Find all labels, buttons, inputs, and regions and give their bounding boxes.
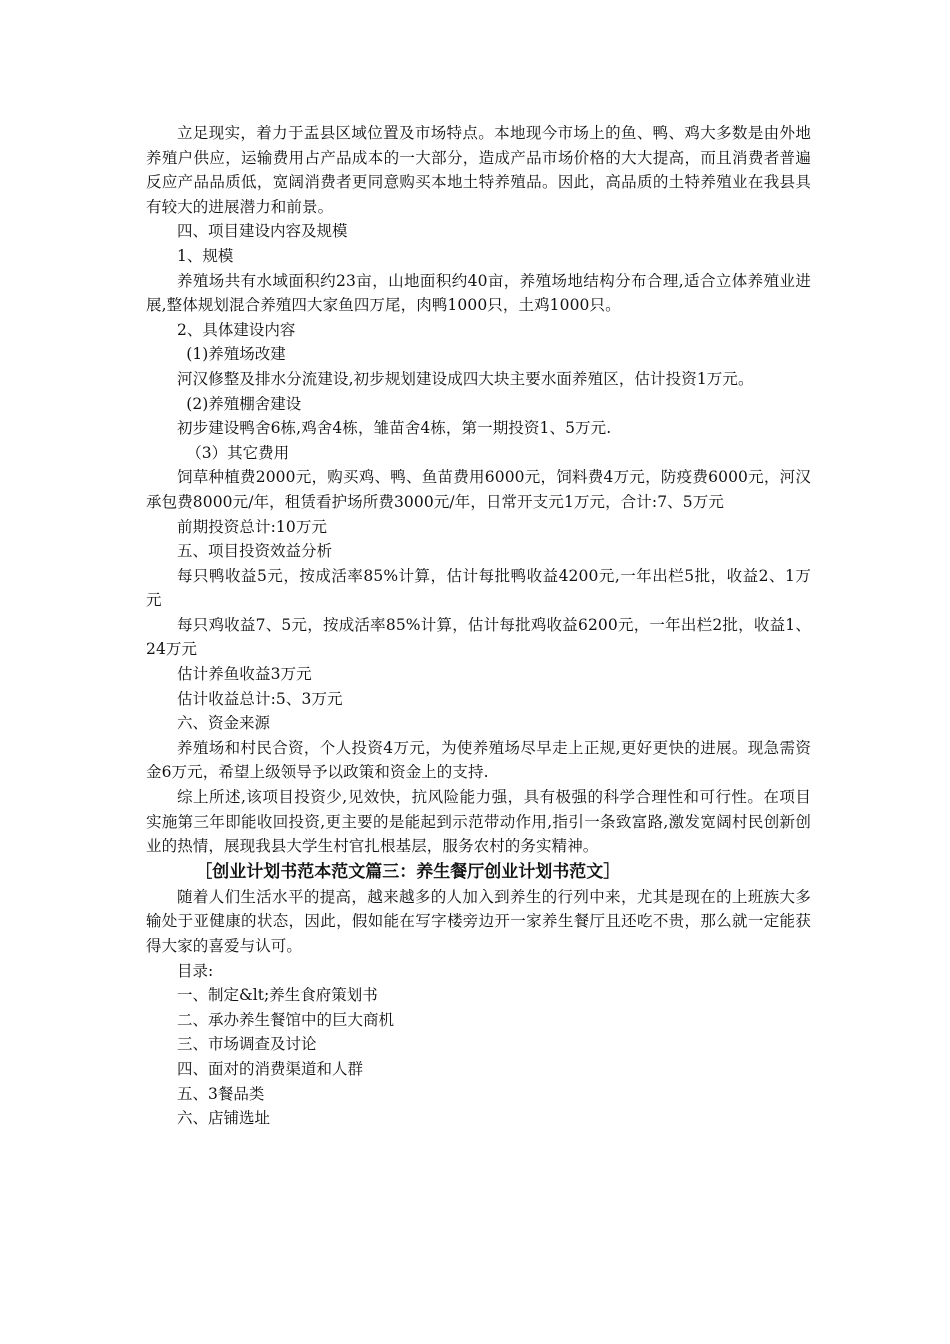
paragraph-funding: 养殖场和村民合资，个人投资4万元，为使养殖场尽早走上正规,更好更快的进展。现急需资金6万元，希望上级领导予以政策和资金上的支持.	[146, 738, 811, 782]
toc-item: 五、3餐品类	[177, 1084, 265, 1103]
toc-item: 二、承办养生餐馆中的巨大商机	[177, 1010, 395, 1029]
toc-item: 四、面对的消费渠道和人群	[177, 1059, 364, 1078]
toc-item: 一、制定&lt;养生食府策划书	[177, 986, 378, 1005]
paragraph-fish-profit: 估计养鱼收益3万元	[177, 665, 312, 684]
toc-item: 六、店铺选址	[177, 1109, 271, 1128]
paragraph-market-analysis: 立足现实，着力于盂县区域位置及市场特点。本地现今市场上的鱼、鸭、鸡大多数是由外地养殖户供应，运输费用占产品成本的一大部分，造成产品市场价格的大大提高，而且消费者普遍反应产品品质低，宽阔消费者更同意购买本地土特养殖品。因此，高品质的土特养殖业在我县具有较大的进展潜力和前景。	[146, 124, 811, 216]
heading-section-6: 六、资金来源	[177, 714, 271, 733]
section-title-3: ［创业计划书范本范文篇三：养生餐厅创业计划书范文］	[195, 861, 621, 882]
paragraph-duck-profit: 每只鸭收益5元，按成活率85%计算，估计每批鸭收益4200元,一年出栏5批，收益2、1万元	[146, 566, 811, 610]
paragraph-total-investment: 前期投资总计:10万元	[177, 517, 328, 536]
heading-section-5: 五、项目投资效益分析	[177, 542, 333, 561]
paragraph-restaurant-intro: 随着人们生活水平的提高，越来越多的人加入到养生的行列中来，尤其是现在的上班族大多输处于亚健康的状态，因此，假如能在写字楼旁边开一家养生餐厅且还吃不贵，那么就一定能获得大家的喜爱与认可。	[146, 887, 811, 955]
paragraph-renovation: 河汉修整及排水分流建设,初步规划建设成四大块主要水面养殖区，估计投资1万元。	[177, 369, 754, 388]
paragraph-conclusion: 综上所述,该项目投资少,见效快，抗风险能力强，具有极强的科学合理性和可行性。在项目实施第三年即能收回投资,更主要的是能起到示范带动作用,指引一条致富路,激发宽阔村民创新创业的热情，展现我县大学生村官扎根基层，服务农村的务实精神。	[146, 788, 811, 856]
subheading-1: (1)养殖场改建	[186, 345, 286, 364]
paragraph-total-profit: 估计收益总计:5、3万元	[177, 689, 343, 708]
paragraph-scale: 养殖场共有水域面积约23亩，山地面积约40亩，养殖场地结构分布合理,适合立体养殖业进展,整体规划混合养殖四大家鱼四万尾，肉鸭1000只，土鸡1000只。	[146, 271, 811, 315]
paragraph-chicken-profit: 每只鸡收益7、5元，按成活率85%计算，估计每批鸡收益6200元，一年出栏2批，收益1、24万元	[146, 615, 811, 659]
heading-section-4: 四、项目建设内容及规模	[177, 222, 348, 241]
paragraph-other-costs: 饲草种植费2000元，购买鸡、鸭、鱼苗费用6000元，饲料费4万元，防疫费6000元，河汉承包费8000元/年，租赁看护场所费3000元/年，日常开支元1万元，合计:7、5万元	[146, 468, 811, 511]
heading-construction: 2、具体建设内容	[177, 320, 296, 339]
document-page	[146, 121, 811, 1131]
subheading-2: (2)养殖棚舍建设	[186, 394, 302, 413]
heading-scale: 1、规模	[177, 246, 234, 265]
toc-item: 三、市场调查及讨论	[177, 1035, 317, 1054]
subheading-3: （3）其它费用	[186, 443, 290, 462]
paragraph-sheds: 初步建设鸭舍6栋,鸡舍4栋，雏苗舍4栋，第一期投资1、5万元.	[177, 419, 612, 438]
toc-label: 目录:	[177, 961, 214, 980]
